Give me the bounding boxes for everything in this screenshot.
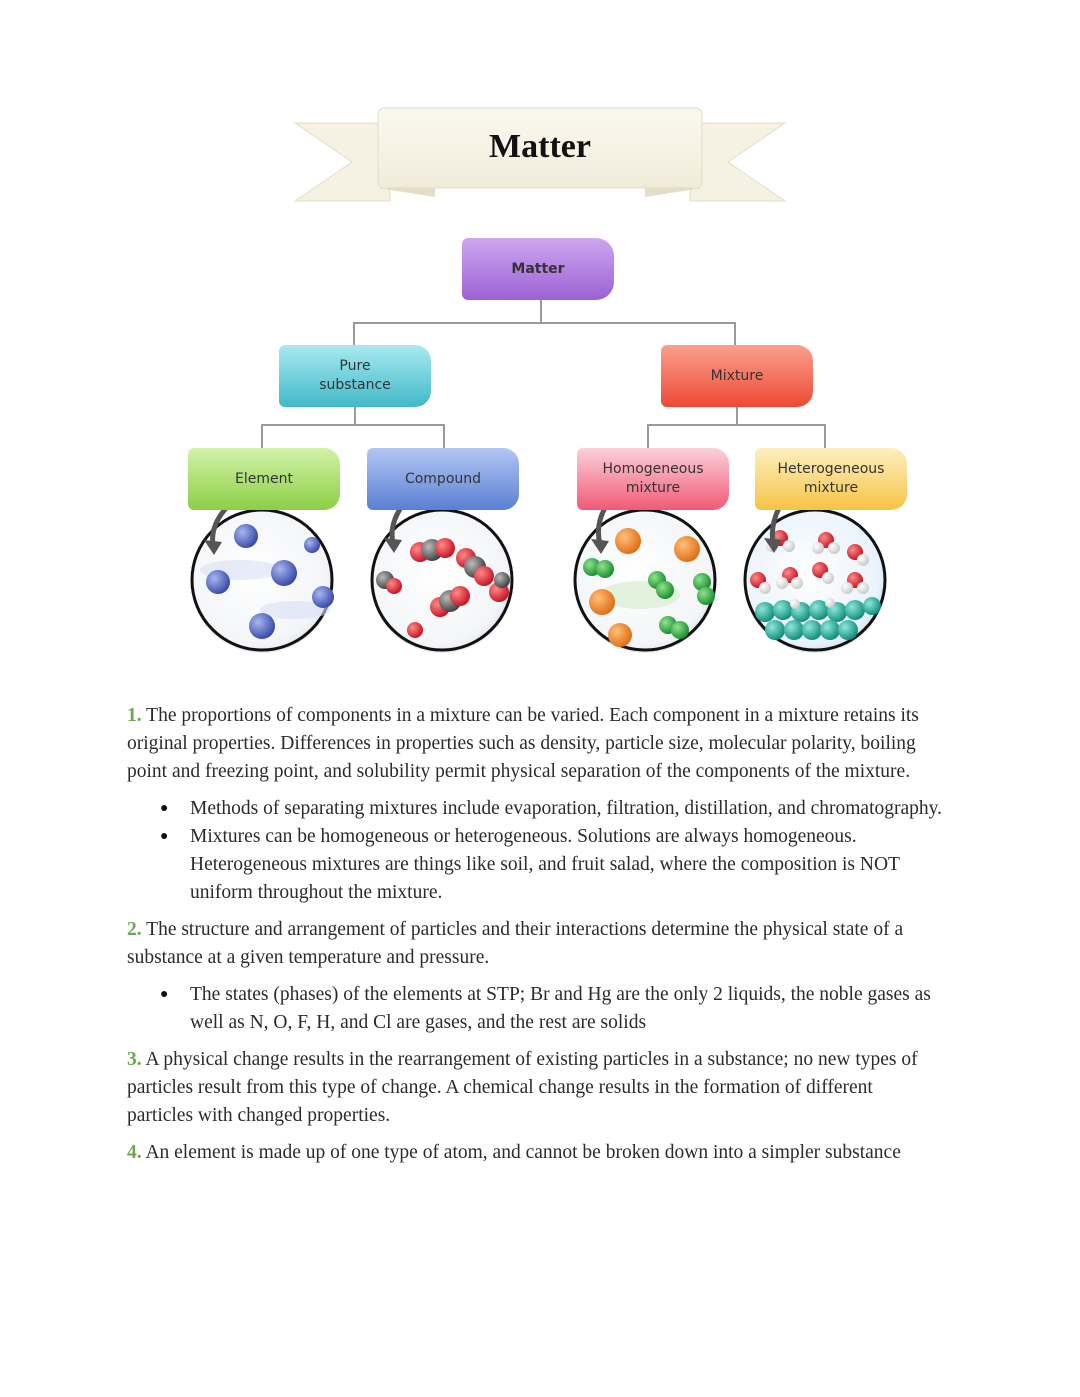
list-item: ● The states (phases) of the elements at STP; Br and Hg are the only 2 liquids, the noble gases as well as N, O, F, H, and Cl are gases, and the rest are solids <box>190 981 942 1037</box>
node-heterogeneous-mixture: Heterogeneous mixture <box>755 448 907 510</box>
list-item: ● Methods of separating mixtures include evaporation, filtration, distillation, and chromatography. <box>190 795 942 823</box>
node-element: Element <box>188 448 340 510</box>
point-4: 4. An element is made up of one type of atom, and cannot be broken down into a simpler substance <box>127 1142 901 1163</box>
node-pure-substance: Pure substance <box>279 345 431 407</box>
point-2-bullets <box>127 981 942 1037</box>
notes-text <box>127 702 942 1176</box>
point-2: 2. The structure and arrangement of particles and their interactions determine the physical state of a substance at a given temperature and pressure. <box>127 919 904 968</box>
node-mixture: Mixture <box>661 345 813 407</box>
list-item: ● Mixtures can be homogeneous or heterogeneous. Solutions are always homogeneous. Heterogeneous mixtures are things like soil, and fruit salad, where the composition is NOT uniform throughout the mixture. <box>190 823 942 907</box>
node-homogeneous-mixture: Homogeneous mixture <box>577 448 729 510</box>
banner-title: Matter <box>489 128 591 165</box>
node-compound: Compound <box>367 448 519 510</box>
point-1: 1. The proportions of components in a mixture can be varied. Each component in a mixture retains its original properties. Differences in properties such as density, particle size, molecular polarity, boiling point and freezing point, and solubility permit physical separation of the components of the mixture. <box>127 705 919 782</box>
node-matter: Matter <box>462 238 614 300</box>
homogeneous-particles-illustration <box>574 510 716 653</box>
point-1-bullets <box>127 795 942 907</box>
heterogeneous-particles-illustration <box>744 510 886 653</box>
point-3: 3. A physical change results in the rearrangement of existing particles in a substance; no new types of particles result from this type of change. A chemical change results in the formation of different particles with changed properties. <box>127 1049 918 1126</box>
